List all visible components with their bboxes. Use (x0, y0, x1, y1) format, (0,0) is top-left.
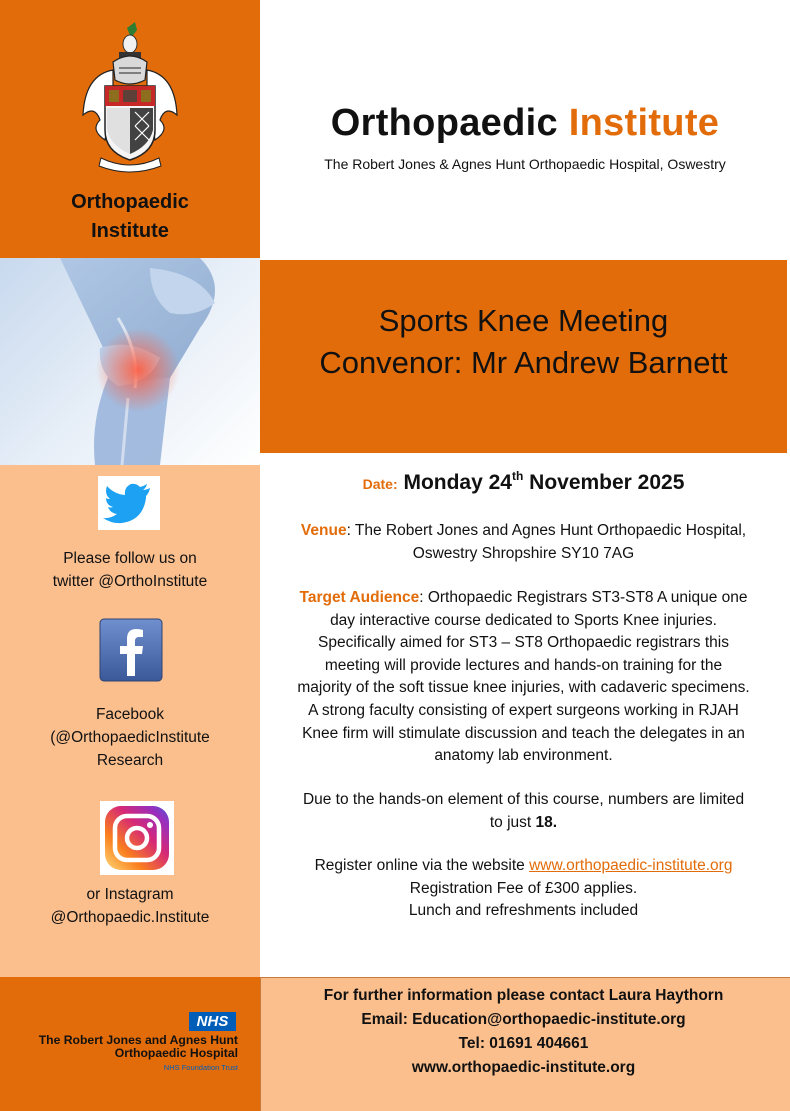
twitter-icon[interactable] (98, 476, 160, 530)
contact-info (261, 984, 786, 1080)
audience-line3: Specifically aimed for ST3 – ST8 Orthopaedic registrars this (318, 634, 729, 652)
facebook-line3: Research (96, 752, 164, 769)
facebook-icon[interactable] (99, 618, 163, 682)
instagram-icon[interactable] (100, 801, 174, 875)
header (260, 0, 790, 258)
meeting-convenor: Convenor: Mr Andrew Barnett (319, 345, 728, 380)
date-suffix: th (511, 469, 524, 483)
banner-text (260, 300, 787, 384)
audience-line1: : Orthopaedic Registrars ST3-ST8 A unique one (419, 589, 748, 606)
fee-line: Registration Fee of £300 applies. (409, 879, 638, 897)
contact-panel (260, 977, 790, 1111)
date-value-post: November 2025 (523, 471, 685, 494)
date-value-pre: Monday 24 (403, 471, 512, 494)
twitter-handle[interactable]: twitter @OrthoInstitute (52, 573, 208, 590)
twitter-line1: Please follow us on (63, 550, 197, 567)
knee-illustration-icon (0, 258, 260, 465)
register-paragraph (268, 855, 779, 923)
instagram-line1: or Instagram (86, 886, 174, 903)
audience-line8: anatomy lab environment. (434, 747, 613, 765)
contact-email[interactable]: Email: Education@orthopaedic-institute.org (361, 1011, 686, 1028)
venue-paragraph (268, 520, 779, 565)
page-title (260, 102, 790, 145)
social-column (0, 465, 260, 977)
register-text: Register online via the website (314, 857, 530, 874)
coat-of-arms-icon (75, 20, 185, 175)
audience-paragraph (268, 587, 779, 768)
logo-caption-line2: Institute (91, 220, 169, 242)
page-subtitle: The Robert Jones & Agnes Hunt Orthopaedic Hospital, Oswestry (324, 156, 726, 172)
instagram-text (0, 883, 260, 929)
venue-line2: Oswestry Shropshire SY10 7AG (412, 544, 635, 562)
knee-pain-photo (0, 258, 260, 465)
hospital-name-line1: The Robert Jones and Agnes Hunt (38, 1033, 238, 1047)
audience-line6: A strong faculty consisting of expert surgeons working in RJAH (308, 701, 739, 719)
limit-paragraph (268, 789, 779, 834)
hospital-name (10, 1034, 238, 1060)
nhs-logo-panel (0, 977, 260, 1111)
facebook-text (0, 703, 260, 772)
instagram-handle[interactable]: @Orthopaedic.Institute (50, 909, 210, 926)
logo-caption-line1: Orthopaedic (71, 191, 189, 213)
limit-number: 18. (535, 813, 558, 831)
limit-line1: Due to the hands-on element of this course, numbers are limited (302, 791, 745, 808)
contact-website[interactable]: www.orthopaedic-institute.org (411, 1059, 636, 1076)
audience-line2: day interactive course dedicated to Sports Knee injuries. (330, 611, 717, 629)
date-line (260, 471, 787, 495)
logo-panel (0, 0, 260, 258)
title-main: Orthopaedic (330, 102, 558, 144)
meeting-banner (260, 260, 787, 453)
title-accent: Institute (568, 102, 720, 144)
contact-phone[interactable]: Tel: 01691 404661 (458, 1035, 589, 1052)
meeting-title: Sports Knee Meeting (378, 303, 669, 338)
course-details (260, 465, 787, 977)
facebook-handle[interactable]: (@OrthopaedicInstitute (50, 729, 210, 746)
audience-line7: Knee firm will stimulate discussion and teach the delegates in an (302, 724, 745, 742)
contact-heading: For further information please contact Laura Haythorn (323, 987, 724, 1004)
hospital-name-line2: Orthopaedic Hospital (114, 1046, 238, 1060)
venue-line1: : The Robert Jones and Agnes Hunt Orthopaedic Hospital, (346, 522, 747, 539)
twitter-text (0, 547, 260, 593)
audience-line4: meeting will provide lectures and hands-on training for the (324, 656, 723, 674)
facebook-line1: Facebook (95, 706, 165, 723)
limit-line2: to just (489, 813, 536, 831)
lunch-line: Lunch and refreshments included (408, 902, 639, 920)
audience-line5: majority of the soft tissue knee injuries, with cadaveric specimens. (297, 679, 750, 697)
date-label: Date: (362, 476, 398, 492)
logo-caption (0, 188, 260, 246)
venue-label: Venue (300, 522, 347, 539)
nhs-logo: NHS (189, 1012, 236, 1031)
audience-label: Target Audience (299, 589, 420, 606)
website-link[interactable]: www.orthopaedic-institute.org (529, 857, 733, 874)
nhs-trust-label: NHS Foundation Trust (163, 1063, 238, 1072)
